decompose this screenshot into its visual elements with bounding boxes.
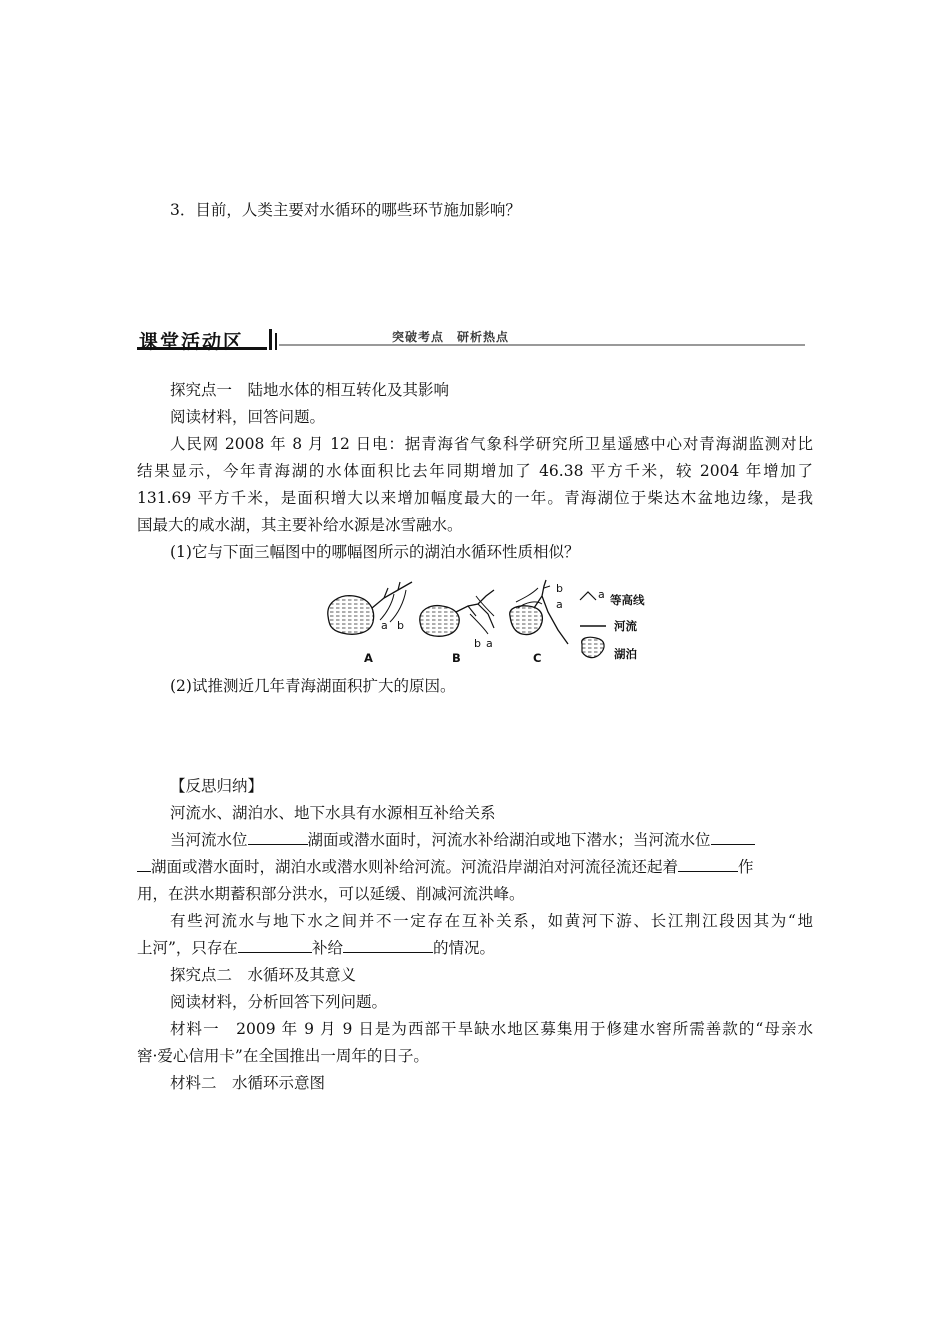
material-2: 材料二 水循环示意图 — [170, 1074, 326, 1092]
banner-subtitle: 突破考点 研析热点 — [392, 330, 510, 344]
summary-line-5: 有些河流水与地下水之间并不一定存在互补关系，如黄河下游、长江荆江段因其为“地 — [170, 912, 813, 930]
contour-line-symbol — [580, 592, 596, 600]
question-3: 3．目前，人类主要对水循环的哪些环节施加影响？ — [170, 201, 521, 219]
diagram-a — [328, 582, 412, 665]
section-2-instruction: 阅读材料，分析回答下列问题。 — [170, 993, 388, 1011]
svg-text:a: a — [598, 588, 605, 601]
section-1-heading: 探究点一 陆地水体的相互转化及其影响 — [170, 381, 450, 399]
summary-heading: 【反思归纳】 — [170, 777, 264, 795]
section-1-instruction: 阅读材料，回答问题。 — [170, 408, 326, 426]
section-2-heading: 探究点二 水循环及其意义 — [170, 966, 357, 984]
legend-river: 河流 — [614, 619, 637, 633]
diagram-b-label-a: a — [486, 637, 493, 650]
summary-line-6: 上河”，只存在 补给 的情况。 — [137, 939, 495, 957]
diagram-a-label-a: a — [381, 619, 388, 632]
summary-line-1: 河流水、湖泊水、地下水具有水源相互补给关系 — [170, 804, 496, 822]
question-1: (1)它与下面三幅图中的哪幅图所示的湖泊水循环性质相似？ — [170, 543, 580, 561]
material-1-line-2: 窖·爱心信用卡”在全国推出一周年的日子。 — [137, 1047, 429, 1065]
summary-line-2: 当河流水位 湖面或潜水面时，河流水补给湖泊或地下潜水；当河流水位 — [170, 830, 755, 850]
material-line-1: 人民网 2008 年 8 月 12 日电：据青海省气象科学研究所卫星遥感中心对青海湖监测对比 — [170, 435, 813, 453]
summary-line-4: 用，在洪水期蓄积部分洪水，可以延缓、削减河流洪峰。 — [137, 885, 525, 903]
material-1-line-1: 材料一 2009 年 9 月 9 日是为西部干旱缺水地区募集用于修建水窖所需善款的“母亲水 — [170, 1020, 813, 1038]
blank-2a[interactable] — [711, 830, 755, 845]
banner-title: 课堂活动区 — [139, 331, 245, 353]
diagram-c-label-b: b — [556, 582, 563, 595]
material-line-3: 131.69 平方千米，是面积增大以来增加幅度最大的一年。青海湖位于柴达木盆地边缘，是我 — [137, 489, 813, 507]
diagram-b-caption: B — [452, 651, 461, 665]
diagram-a-label-b: b — [397, 619, 404, 632]
blank-2b[interactable] — [137, 857, 151, 872]
section-banner — [137, 325, 807, 355]
blank-5[interactable] — [343, 938, 433, 953]
blank-4[interactable] — [238, 938, 312, 953]
blank-1[interactable] — [248, 830, 308, 845]
legend-contour: 等高线 — [610, 593, 645, 607]
diagram-c-label-a: a — [556, 598, 563, 611]
diagram-b-label-b: b — [474, 637, 481, 650]
material-line-2: 结果显示，今年青海湖的水体面积比去年同期增加了 46.38 平方千米，较 2004 年增加了 — [137, 462, 813, 480]
legend-lake: 湖泊 — [614, 647, 637, 661]
summary-line-3: 湖面或潜水面时，湖泊水或潜水则补给河流。河流沿岸湖泊对河流径流还起着 作 — [137, 857, 754, 877]
diagram-b — [420, 590, 494, 665]
lake-symbol — [582, 637, 604, 657]
question-2: (2)试推测近几年青海湖面积扩大的原因。 — [170, 677, 456, 695]
figure-legend — [580, 588, 645, 661]
diagram-c-caption: C — [533, 651, 542, 665]
blank-3[interactable] — [678, 857, 738, 872]
diagram-c — [510, 580, 568, 665]
material-line-4: 国最大的咸水湖，其主要补给水源是冰雪融水。 — [137, 516, 463, 534]
diagram-a-caption: A — [364, 651, 373, 665]
lake-river-figure — [318, 578, 658, 668]
